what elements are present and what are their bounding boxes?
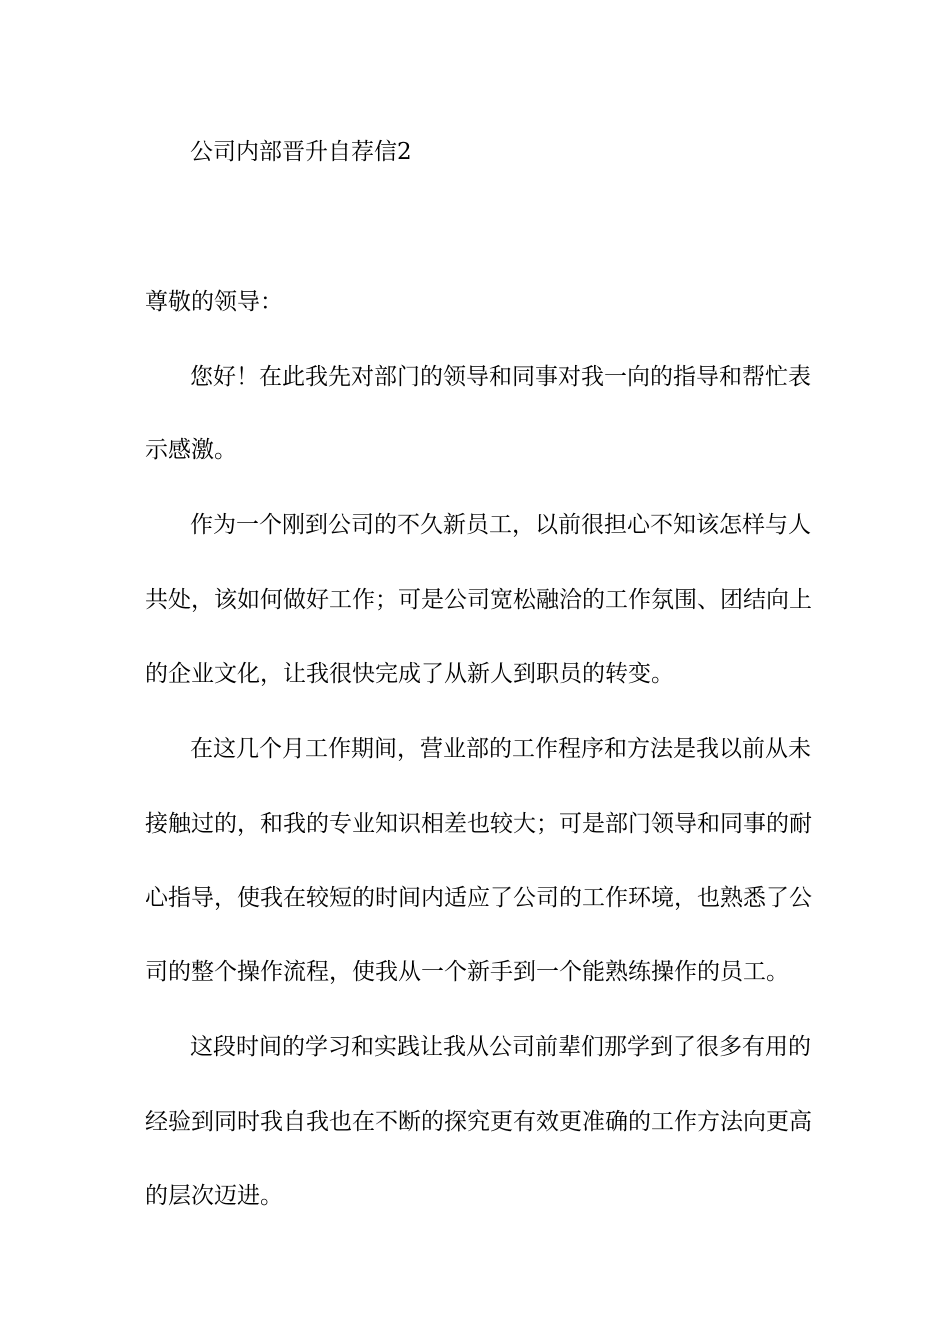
paragraph-line: 接触过的，和我的专业知识相差也较大；可是部门领导和同事的耐 [145, 811, 812, 837]
document-title: 公司内部晋升自荐信2 [190, 139, 412, 165]
paragraph-line: 作为一个刚到公司的不久新员工，以前很担心不知该怎样与人 [190, 512, 811, 538]
paragraph-line: 的企业文化，让我很快完成了从新人到职员的转变。 [145, 661, 674, 687]
paragraph-line: 示感激。 [145, 437, 237, 463]
paragraph-line: 在这几个月工作期间，营业部的工作程序和方法是我以前从未 [190, 736, 811, 762]
paragraph-line: 这段时间的学习和实践让我从公司前辈们那学到了很多有用的 [190, 1034, 811, 1060]
salutation: 尊敬的领导： [145, 289, 283, 315]
paragraph-line: 心指导，使我在较短的时间内适应了公司的工作环境，也熟悉了公 [145, 885, 812, 911]
paragraph-line: 经验到同时我自我也在不断的探究更有效更准确的工作方法向更高 [145, 1109, 812, 1135]
paragraph-line: 共处，该如何做好工作；可是公司宽松融洽的工作氛围、团结向上 [145, 587, 812, 613]
paragraph-line: 的层次迈进。 [145, 1183, 283, 1209]
paragraph-line: 司的整个操作流程，使我从一个新手到一个能熟练操作的员工。 [145, 959, 789, 985]
paragraph-line: 您好！在此我先对部门的领导和同事对我一向的指导和帮忙表 [190, 364, 811, 390]
